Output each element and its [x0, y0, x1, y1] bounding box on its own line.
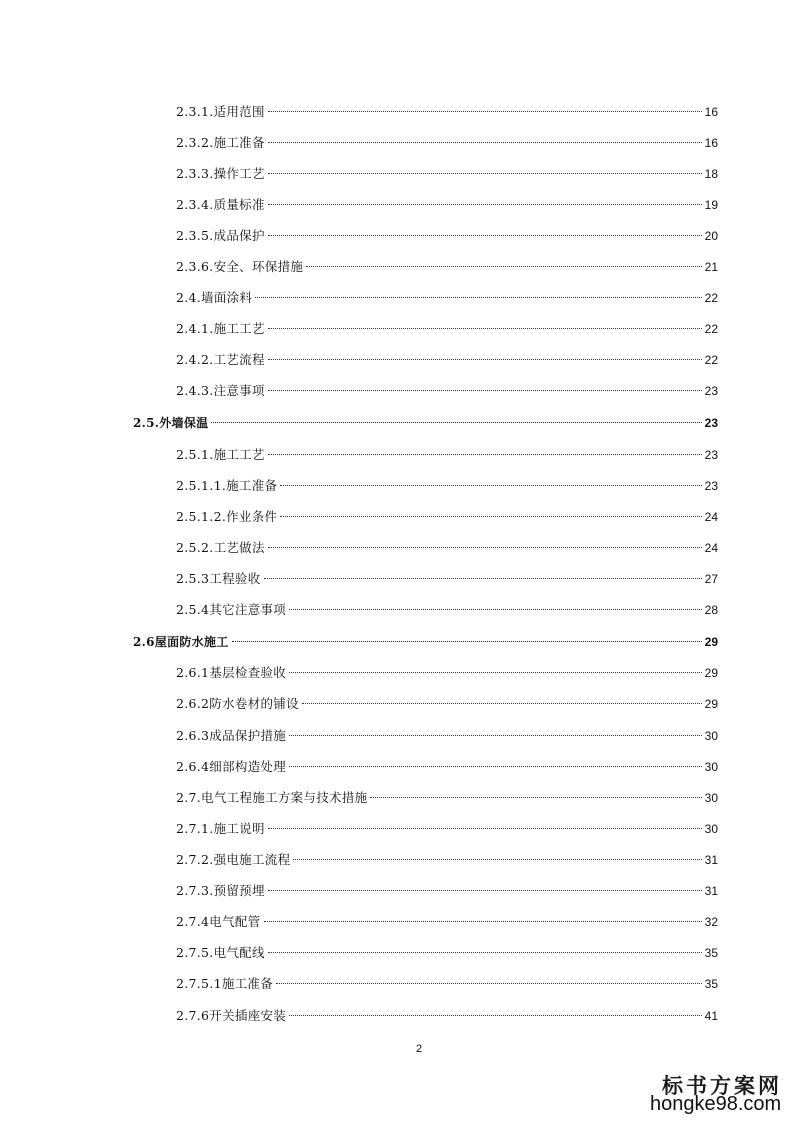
toc-entry[interactable]	[176, 103, 718, 121]
dot-leader	[264, 578, 702, 579]
toc-entry-label: 2.7.2.强电施工流程	[176, 852, 291, 867]
toc-entry-label: 2.7.1.施工说明	[176, 821, 265, 836]
dot-leader	[268, 890, 702, 891]
dot-leader	[268, 359, 702, 360]
toc-entry[interactable]	[176, 913, 718, 931]
dot-leader	[289, 766, 702, 767]
dot-leader	[302, 703, 702, 704]
toc-entry-page: 31	[704, 853, 718, 867]
toc-section-entry[interactable]	[133, 633, 718, 651]
toc-entry-label: 2.7.5.电气配线	[176, 945, 265, 960]
toc-entry[interactable]	[176, 196, 718, 214]
dot-leader	[264, 921, 702, 922]
dot-leader	[268, 111, 702, 112]
toc-entry[interactable]	[176, 351, 718, 369]
toc-entry[interactable]	[176, 601, 718, 619]
toc-entry-label: 2.6屋面防水施工	[133, 635, 229, 649]
toc-entry-label: 2.6.2防水卷材的铺设	[176, 696, 299, 711]
toc-entry-page: 31	[704, 884, 718, 898]
toc-entry-page: 23	[704, 416, 718, 430]
toc-entry[interactable]	[176, 539, 718, 557]
toc-entry-label: 2.6.1基层检查验收	[176, 665, 287, 680]
dot-leader	[232, 641, 702, 642]
toc-entry-label: 2.3.4.质量标准	[176, 197, 265, 212]
dot-leader	[255, 297, 701, 298]
toc-entry-page: 23	[704, 448, 718, 462]
page-number: 2	[415, 1043, 423, 1055]
toc-entry-page: 30	[704, 729, 718, 743]
dot-leader	[289, 609, 702, 610]
toc-entry-label: 2.5.外墙保温	[133, 416, 209, 430]
toc-entry-label: 2.5.3工程验收	[176, 571, 261, 586]
toc-entry-page: 24	[704, 510, 718, 524]
toc-entry-page: 30	[704, 791, 718, 805]
toc-entry-page: 21	[704, 260, 718, 274]
toc-entry[interactable]	[176, 227, 718, 245]
dot-leader	[370, 797, 701, 798]
toc-entry-label: 2.6.3成品保护措施	[176, 728, 287, 743]
toc-entry-label: 2.5.4其它注意事项	[176, 602, 287, 617]
dot-leader	[280, 485, 701, 486]
dot-leader	[268, 390, 702, 391]
toc-entry[interactable]	[176, 446, 718, 464]
toc-entry[interactable]	[176, 258, 718, 276]
toc-entry-page: 24	[704, 541, 718, 555]
dot-leader	[289, 672, 702, 673]
dot-leader	[268, 952, 702, 953]
dot-leader	[268, 235, 702, 236]
toc-entry-page: 16	[704, 105, 718, 119]
toc-entry[interactable]	[176, 882, 718, 900]
toc-entry-label: 2.3.2.施工准备	[176, 135, 265, 150]
toc-entry-label: 2.7.6开关插座安装	[176, 1008, 287, 1023]
toc-entry[interactable]	[176, 851, 718, 869]
toc-entry-page: 32	[704, 915, 718, 929]
toc-entry-page: 41	[704, 1009, 718, 1023]
toc-entry[interactable]	[176, 289, 718, 307]
toc-entry-label: 2.3.1.适用范围	[176, 104, 265, 119]
toc-entry[interactable]	[176, 975, 718, 993]
toc-section-entry[interactable]	[133, 414, 718, 432]
dot-leader	[268, 454, 702, 455]
toc-entry-page: 20	[704, 229, 718, 243]
toc-entry[interactable]	[176, 944, 718, 962]
dot-leader	[306, 266, 701, 267]
toc-entry-label: 2.4.2.工艺流程	[176, 352, 265, 367]
toc-entry-label: 2.7.3.预留预埋	[176, 883, 265, 898]
toc-entry[interactable]	[176, 664, 718, 682]
toc-entry-label: 2.6.4细部构造处理	[176, 759, 287, 774]
toc-entry[interactable]	[176, 789, 718, 807]
toc-entry[interactable]	[176, 508, 718, 526]
toc-entry-page: 35	[704, 946, 718, 960]
toc-entry[interactable]	[176, 727, 718, 745]
dot-leader	[289, 1015, 702, 1016]
dot-leader	[211, 422, 701, 423]
toc-entry[interactable]	[176, 134, 718, 152]
toc-entry-page: 22	[704, 322, 718, 336]
dot-leader	[280, 516, 701, 517]
toc-entry[interactable]	[176, 382, 718, 400]
toc-entry-page: 30	[704, 760, 718, 774]
dot-leader	[293, 859, 701, 860]
toc-entry[interactable]	[176, 320, 718, 338]
toc-entry-page: 23	[704, 384, 718, 398]
toc-entry-label: 2.3.6.安全、环保措施	[176, 259, 304, 274]
toc-entry[interactable]	[176, 165, 718, 183]
toc-entry[interactable]	[176, 695, 718, 713]
toc-entry-page: 29	[704, 666, 718, 680]
toc-entry[interactable]	[176, 758, 718, 776]
toc-entry-label: 2.7.5.1施工准备	[176, 976, 274, 991]
dot-leader	[289, 735, 702, 736]
toc-entry-label: 2.4.1.施工工艺	[176, 321, 265, 336]
toc-entry-page: 16	[704, 136, 718, 150]
toc-entry-label: 2.7.电气工程施工方案与技术措施	[176, 790, 368, 805]
toc-entry-label: 2.5.1.2.作业条件	[176, 509, 278, 524]
toc-entry[interactable]	[176, 570, 718, 588]
toc-entry-label: 2.3.5.成品保护	[176, 228, 265, 243]
toc-entry-page: 23	[704, 479, 718, 493]
toc-entry[interactable]	[176, 1007, 718, 1025]
toc-entry-page: 29	[704, 635, 718, 649]
toc-entry-page: 22	[704, 353, 718, 367]
toc-entry[interactable]	[176, 477, 718, 495]
toc-entry-label: 2.4.墙面涂料	[176, 290, 253, 305]
toc-entry-page: 29	[704, 697, 718, 711]
toc-entry-label: 2.4.3.注意事项	[176, 383, 265, 398]
toc-entry-label: 2.5.2.工艺做法	[176, 540, 265, 555]
dot-leader	[268, 328, 702, 329]
toc-entry-page: 28	[704, 603, 718, 617]
toc-entry-page: 18	[704, 167, 718, 181]
toc-entry[interactable]	[176, 820, 718, 838]
toc-entry-page: 30	[704, 822, 718, 836]
dot-leader	[268, 173, 702, 174]
toc-entry-page: 22	[704, 291, 718, 305]
dot-leader	[276, 983, 702, 984]
toc-entry-label: 2.7.4电气配管	[176, 914, 261, 929]
toc-entry-label: 2.5.1.施工工艺	[176, 447, 265, 462]
toc-entry-label: 2.3.3.操作工艺	[176, 166, 265, 181]
dot-leader	[268, 828, 702, 829]
toc-entry-page: 27	[704, 572, 718, 586]
dot-leader	[268, 204, 702, 205]
dot-leader	[268, 142, 702, 143]
watermark-domain: hongke98.com	[650, 1093, 782, 1115]
watermark-title: 标书方案网	[662, 1073, 782, 1098]
dot-leader	[268, 547, 702, 548]
toc-entry-page: 35	[704, 977, 718, 991]
toc-entry-page: 19	[704, 198, 718, 212]
toc-entry-label: 2.5.1.1.施工准备	[176, 478, 278, 493]
